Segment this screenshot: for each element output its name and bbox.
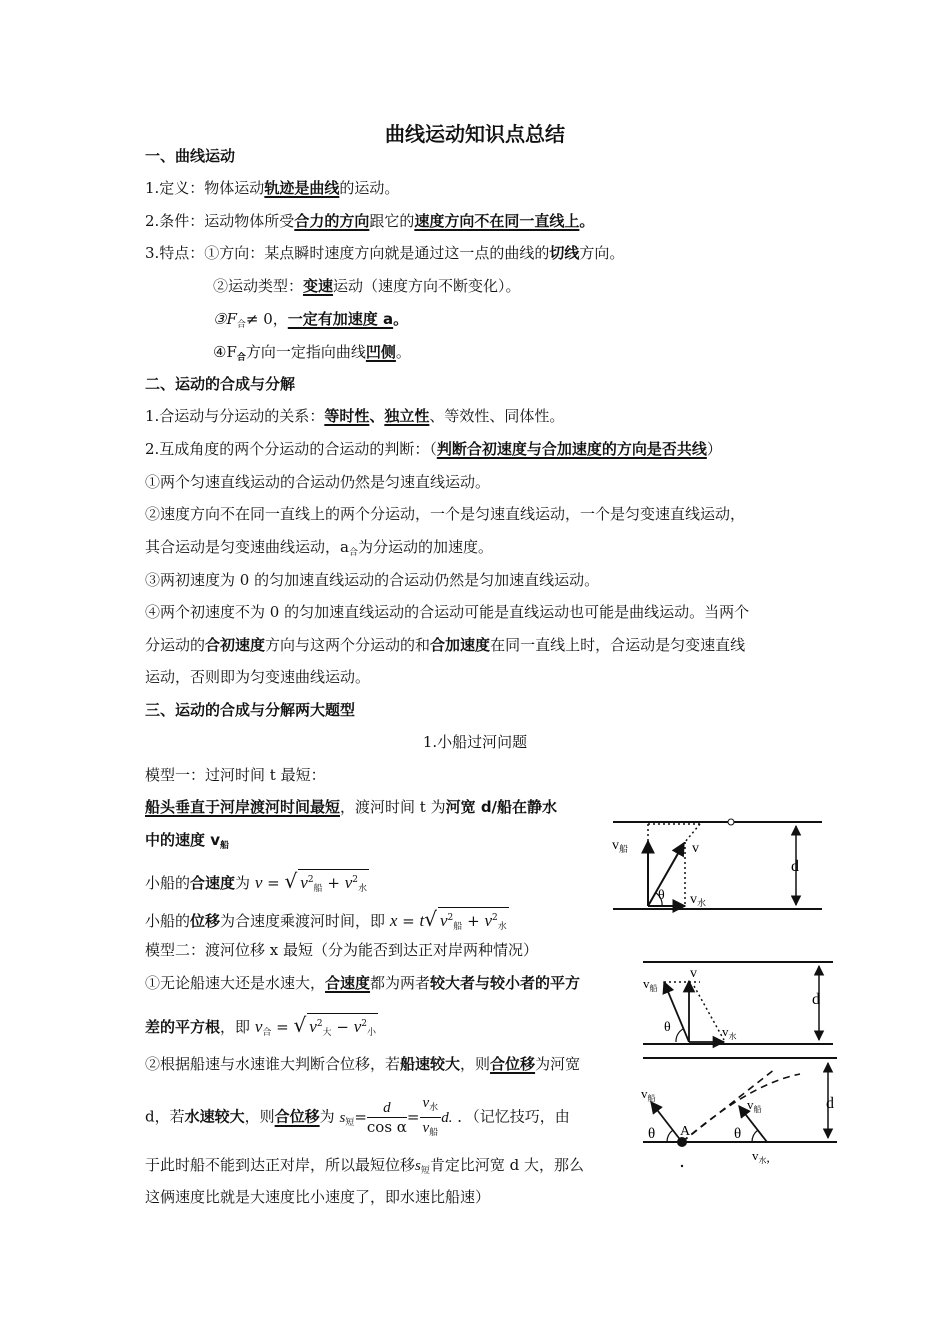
dot-mark (681, 1165, 683, 1167)
point-1: ①两个匀速直线运动的合运动仍然是匀速直线运动。 (145, 473, 491, 491)
angle-arc (676, 1029, 683, 1042)
symbol: = (267, 874, 280, 892)
point-4-line-1: ④两个初速度不为 0 的匀加速直线运动的合运动可能是直线运动也可能是曲线运动。当两个 (145, 603, 750, 621)
label-v-water: $v_水$ (690, 892, 707, 908)
symbol: v (309, 1017, 317, 1036)
text: ，则 (244, 1107, 275, 1126)
text: 小船的 (145, 874, 191, 892)
angle-arc (752, 1130, 758, 1142)
subscript: 合 (348, 548, 358, 558)
symbol: v (353, 1017, 362, 1036)
label-v: v (690, 966, 697, 981)
symbol: v (484, 911, 492, 930)
symbol: − (336, 1018, 349, 1036)
exponent: 2 (361, 1019, 367, 1029)
text: 分运动的 (145, 636, 206, 654)
text: ①无论船速大还是水速大， (145, 974, 326, 992)
emphasis: 合速度 (190, 874, 236, 892)
symbol: + (327, 874, 340, 892)
text: 。 (395, 343, 411, 361)
text: ④F (213, 343, 237, 361)
subscript: 水 (497, 922, 507, 932)
boat-velocity-arrow (651, 1102, 682, 1142)
subscript: 船 (313, 884, 323, 894)
text: 运动（速度方向不断变化）。 (333, 277, 521, 295)
emphasis: 变速 (303, 277, 334, 295)
subscript: 船 (429, 1128, 439, 1138)
text: ②根据船速与水速谁大判断合位移，若 (145, 1055, 401, 1073)
radical-sign: √ (293, 1013, 307, 1037)
text: 。 (393, 310, 409, 328)
symbol: = (406, 1107, 420, 1126)
emphasis: 合位移 (274, 1107, 320, 1126)
subscript: 船 (220, 841, 230, 851)
guide-line (685, 824, 700, 842)
model-2-line-6: 这俩速度比就是大速度比小速度了，即水速比船速） (145, 1188, 491, 1206)
label-a: A (680, 1124, 691, 1139)
emphasis: 独立性 (384, 407, 430, 425)
exponent: 2 (447, 913, 454, 923)
emphasis: 较大者与较小者的平方 (430, 974, 581, 992)
emphasis: 合初速度 (205, 636, 266, 654)
emphasis: 合位移 (490, 1055, 536, 1073)
text: 方向一定指向曲线 (245, 343, 366, 361)
text: 1.合运动与分运动的关系： (145, 407, 325, 425)
text: d，若 (145, 1107, 185, 1126)
text: 为 (235, 874, 251, 892)
label-theta: θ (648, 1126, 656, 1142)
text: 小船的 (145, 912, 191, 930)
subscript: 短 (345, 1117, 355, 1128)
text: ②运动类型： (213, 277, 304, 295)
emphasis: 河宽 d/船在静水 (445, 798, 558, 816)
radical-sign: √ (424, 907, 437, 931)
emphasis: 判断合初速度与合加速度的方向是否共线 (436, 440, 707, 458)
guide-line (694, 986, 724, 1040)
exponent: 2 (352, 875, 358, 885)
model-2-heading: 模型二：渡河位移 x 最短（分为能否到达正对岸两种情况） (145, 941, 538, 959)
symbol: v (254, 873, 263, 892)
emphasis: 轨迹是曲线 (264, 179, 340, 197)
symbol: = (354, 1107, 367, 1126)
numerator: d (367, 1099, 407, 1118)
symbol: v (344, 873, 353, 892)
text: 在同一直线上时，合运动是匀变速直线 (490, 636, 746, 654)
symbol: x (389, 911, 398, 930)
figure-min-displacement-boat-faster (643, 962, 833, 1044)
text: 2.条件：运动物体所受 (145, 212, 295, 230)
text: 方向。 (579, 244, 625, 262)
landing-point (728, 819, 734, 825)
subscript: 合 (236, 353, 246, 363)
figure-min-displacement-water-faster (641, 1058, 837, 1167)
subscript: 大 (322, 1028, 332, 1038)
symbol: = (276, 1018, 289, 1036)
text: ．（记忆技巧，由 (457, 1107, 570, 1126)
emphasis: 船头垂直于河岸渡河时间最短 (145, 798, 341, 816)
label-d: d (812, 991, 820, 1008)
emphasis: 合加速度 (430, 636, 491, 654)
exponent: 2 (316, 1019, 323, 1029)
text: ，渡河时间 t 为 (340, 798, 446, 816)
emphasis: 等时性 (324, 407, 370, 425)
emphasis: 切线 (549, 244, 580, 262)
label-v: v (692, 841, 699, 856)
label-theta: θ (658, 888, 665, 903)
label-v-boat: $v_船$ (643, 976, 658, 993)
text: ③F (213, 310, 237, 328)
symbol: s (339, 1109, 346, 1126)
point-2-line-1: ②速度方向不在同一直线上的两个分运动，一个是匀速直线运动，一个是匀变速直线运动， (145, 505, 746, 523)
subscript: 船 (453, 922, 463, 932)
text: 都为两者 (370, 974, 431, 992)
emphasis: 水速较大 (184, 1107, 245, 1126)
exponent: 2 (491, 913, 498, 923)
label-v-water: $v_水$, (752, 1148, 770, 1165)
symbol: = (402, 912, 415, 930)
text: 跟它的 (369, 212, 415, 230)
symbol: t (419, 911, 425, 930)
emphasis: 速度方向不在同一直线上 (414, 212, 580, 230)
resultant-velocity-arrow (648, 843, 684, 906)
figure-min-time (612, 819, 822, 909)
label-theta: θ (664, 1020, 671, 1035)
emphasis: 差的平方根 (145, 1018, 221, 1036)
text: ≠ 0， (245, 310, 288, 328)
emphasis: 船速较大 (400, 1055, 461, 1073)
text: 为分运动的加速度。 (357, 538, 493, 556)
symbol: v (422, 1120, 430, 1136)
emphasis: 凹侧 (365, 343, 396, 361)
subscript: 合 (236, 320, 246, 330)
symbol: v (422, 1095, 430, 1111)
text: 其合运动是匀变速曲线运动，a (145, 538, 349, 556)
point-4-line-3: 运动，否则即为匀变速曲线运动。 (145, 668, 371, 686)
denominator: cos α (366, 1118, 407, 1136)
symbol: v (300, 873, 308, 892)
text: 、等效性、同体性。 (429, 407, 565, 425)
text: 的运动。 (339, 179, 400, 197)
symbol: + (467, 912, 480, 930)
text: 为河宽 (535, 1055, 581, 1073)
model-1-heading: 模型一：过河时间 t 最短： (145, 766, 326, 784)
page-title: 曲线运动知识点总结 (385, 122, 565, 146)
radical-sign: √ (284, 869, 298, 893)
text: 2.互成角度的两个分运动的合运动的判断：（ (145, 440, 437, 458)
subscript: 合 (262, 1028, 272, 1038)
symbol: s (415, 1158, 421, 1174)
text: 为 (319, 1107, 335, 1126)
emphasis: 合力的方向 (294, 212, 370, 230)
text: 为合速度乘渡河时间，即 (220, 912, 386, 930)
label-v-boat: $v_船$ (612, 838, 629, 854)
text: 于此时船不能到达正对岸，所以最短位移 (145, 1156, 416, 1174)
emphasis: 中的速度 v (145, 831, 221, 849)
text: 3.特点：①方向：某点瞬时速度方向就是通过这一点的曲线的 (145, 244, 550, 262)
label-v-water: $v_水$ (722, 1024, 737, 1041)
symbol: v (254, 1017, 263, 1036)
label-d: d (791, 858, 799, 875)
text: 肯定比河宽 d 大，那么 (429, 1156, 585, 1174)
exponent: 2 (307, 875, 314, 885)
angle-arc (667, 1130, 673, 1142)
subscript: 短 (420, 1166, 430, 1176)
emphasis: 一定有加速度 a (287, 310, 394, 328)
section-heading-composition: 二、运动的合成与分解 (145, 375, 296, 393)
text: 1.定义：物体运动 (145, 179, 265, 197)
text: 方向与这两个分运动的和 (265, 636, 431, 654)
text: ，即 (220, 1018, 251, 1036)
subscript: 小 (366, 1028, 376, 1038)
label-v-boat-2: $v_船$ (747, 1097, 762, 1114)
text: ） (706, 440, 722, 458)
emphasis: 位移 (190, 912, 221, 930)
subsection-title-boat: 1.小船过河问题 (422, 733, 528, 751)
symbol: v (440, 911, 448, 930)
subscript: 水 (429, 1103, 439, 1113)
label-v-boat: $v_船$ (641, 1086, 656, 1103)
section-heading-curvilinear-motion: 一、曲线运动 (145, 147, 236, 165)
text: 。 (579, 212, 595, 230)
symbol: d. (441, 1109, 453, 1126)
text: ，则 (460, 1055, 491, 1073)
point-3: ③两初速度为 0 的匀加速直线运动的合运动仍然是匀加速直线运动。 (145, 571, 600, 589)
emphasis: 合速度 (325, 974, 371, 992)
label-theta-2: θ (734, 1126, 742, 1142)
label-d: d (826, 1095, 834, 1112)
section-heading-problem-types: 三、运动的合成与分解两大题型 (145, 701, 356, 719)
subscript: 水 (357, 884, 367, 894)
text: 、 (369, 407, 385, 425)
